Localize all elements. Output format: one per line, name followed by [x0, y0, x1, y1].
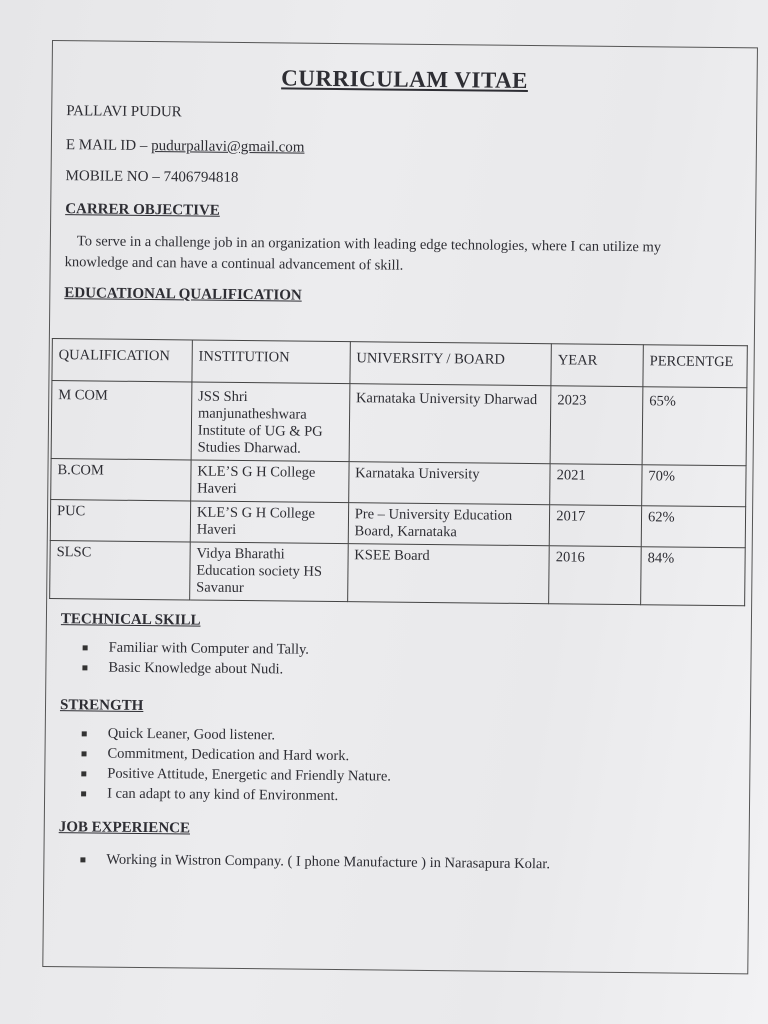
email-line	[66, 137, 305, 156]
column-header: YEAR	[551, 344, 643, 387]
year-cell: 2016	[549, 546, 641, 605]
table-header-row	[52, 339, 747, 388]
education-table	[49, 338, 748, 606]
list-item: I can adapt to any kind of Environment.	[81, 783, 391, 806]
qualification-cell: SLSC	[50, 541, 191, 600]
email-label: E MAIL ID –	[65, 137, 152, 155]
table-row	[50, 541, 746, 606]
mobile-line: MOBILE NO – 7406794818	[65, 168, 239, 186]
percentage-cell: 65%	[642, 387, 747, 466]
list-item: Commitment, Dedication and Hard work.	[81, 743, 391, 766]
year-cell: 2021	[550, 464, 642, 506]
candidate-name: PALLAVI PUDUR	[66, 103, 182, 121]
technical-list	[82, 637, 309, 679]
table-row	[51, 459, 746, 507]
year-cell: 2023	[550, 386, 643, 465]
education-heading: EDUCATIONAL QUALIFICATION	[64, 285, 302, 304]
percentage-cell: 84%	[641, 547, 746, 606]
qualification-cell: M COM	[51, 381, 192, 460]
qualification-cell: PUC	[50, 500, 190, 542]
institution-cell: KLE’S G H College Haveri	[190, 501, 348, 544]
university-cell: Karnataka University	[348, 462, 550, 505]
percentage-cell: 62%	[641, 506, 745, 548]
list-item: Familiar with Computer and Tally.	[83, 637, 310, 659]
experience-heading: JOB EXPERIENCE	[58, 819, 191, 837]
column-header: QUALIFICATION	[52, 339, 192, 382]
objective-text: To serve in a challenge job in an organization with leading edge technologies, where I can utilize my knowledge and can have a continual advancement of skill.	[64, 233, 662, 274]
list-item: Working in Wistron Company. ( I phone Manufacture ) in Narasapura Kolar.	[80, 849, 550, 874]
list-item: Basic Knowledge about Nudi.	[82, 657, 309, 679]
university-cell: Karnataka University Dharwad	[349, 384, 551, 464]
strength-heading: STRENGTH	[59, 697, 144, 714]
column-header: INSTITUTION	[192, 340, 350, 384]
resume-sheet	[42, 40, 758, 974]
list-item: Positive Attitude, Energetic and Friendly Nature.	[81, 763, 391, 786]
resume-title: CURRICULAM VITAE	[281, 65, 529, 93]
email-link[interactable]: pudurpallavi@gmail.com	[151, 138, 305, 156]
university-cell: Pre – University Education Board, Karnataka	[348, 503, 550, 546]
experience-list	[80, 849, 550, 874]
column-header: UNIVERSITY / BOARD	[350, 342, 552, 386]
year-cell: 2017	[549, 505, 641, 547]
percentage-cell: 70%	[642, 465, 746, 507]
technical-heading: TECHNICAL SKILL	[60, 611, 201, 629]
qualification-cell: B.COM	[51, 459, 191, 501]
institution-cell: Vidya Bharathi Education society HS Savanur	[190, 542, 348, 602]
objective-heading: CARRER OBJECTIVE	[65, 201, 220, 219]
strength-list	[81, 723, 391, 806]
column-header: PERCENTGE	[643, 345, 747, 388]
table-row	[50, 500, 745, 548]
list-item: Quick Leaner, Good listener.	[82, 723, 392, 746]
university-cell: KSEE Board	[347, 544, 549, 604]
table-row	[51, 381, 747, 466]
institution-cell: KLE’S G H College Haveri	[191, 460, 349, 503]
institution-cell: JSS Shri manjunatheshwara Institute of UG & PG Studies Dharwad.	[191, 382, 350, 462]
